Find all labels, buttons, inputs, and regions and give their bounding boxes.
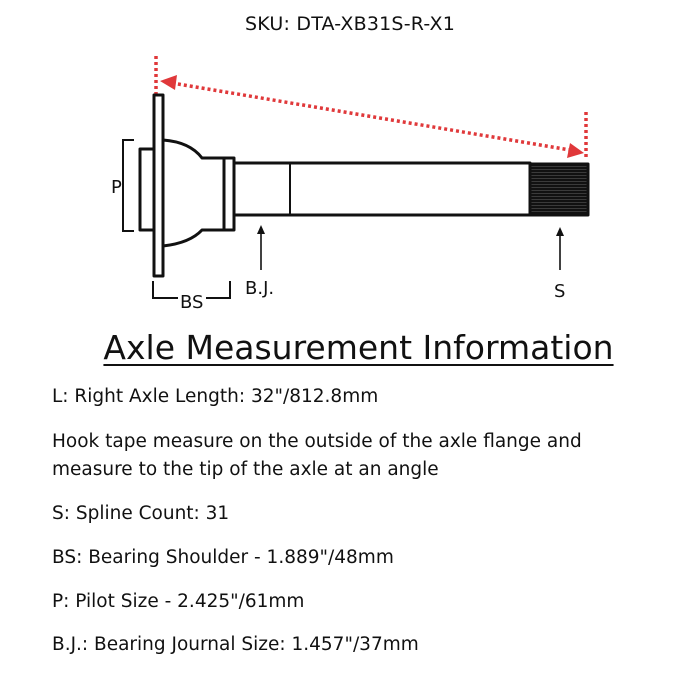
measurement-line [156, 56, 586, 160]
bearing-journal-line: B.J.: Bearing Journal Size: 1.457"/37mm [52, 634, 419, 655]
label-bs: BS [180, 292, 204, 313]
label-s: S [554, 281, 566, 302]
sku-label: SKU: DTA-XB31S-R-X1 [245, 13, 455, 35]
axle-diagram [0, 0, 700, 330]
spline-count-line: S: Spline Count: 31 [52, 503, 230, 524]
instruction-line-2: measure to the tip of the axle at an angle [52, 459, 439, 480]
spline-arrow [556, 227, 564, 270]
bearing-shoulder-line: BS: Bearing Shoulder - 1.889"/48mm [52, 547, 394, 568]
label-p: P [111, 177, 122, 198]
axle-shape [140, 95, 588, 276]
arrowhead-left-icon [160, 75, 177, 90]
pilot-size-line: P: Pilot Size - 2.425"/61mm [52, 591, 305, 612]
bearing-journal-arrow [257, 225, 265, 270]
pilot-bracket [123, 140, 134, 231]
page-title: Axle Measurement Information [103, 328, 614, 367]
axle-length-line: L: Right Axle Length: 32"/812.8mm [52, 386, 379, 407]
label-bj: B.J. [245, 278, 275, 299]
instruction-line-1: Hook tape measure on the outside of the axle flange and [52, 431, 582, 452]
arrowhead-right-icon [567, 143, 584, 158]
